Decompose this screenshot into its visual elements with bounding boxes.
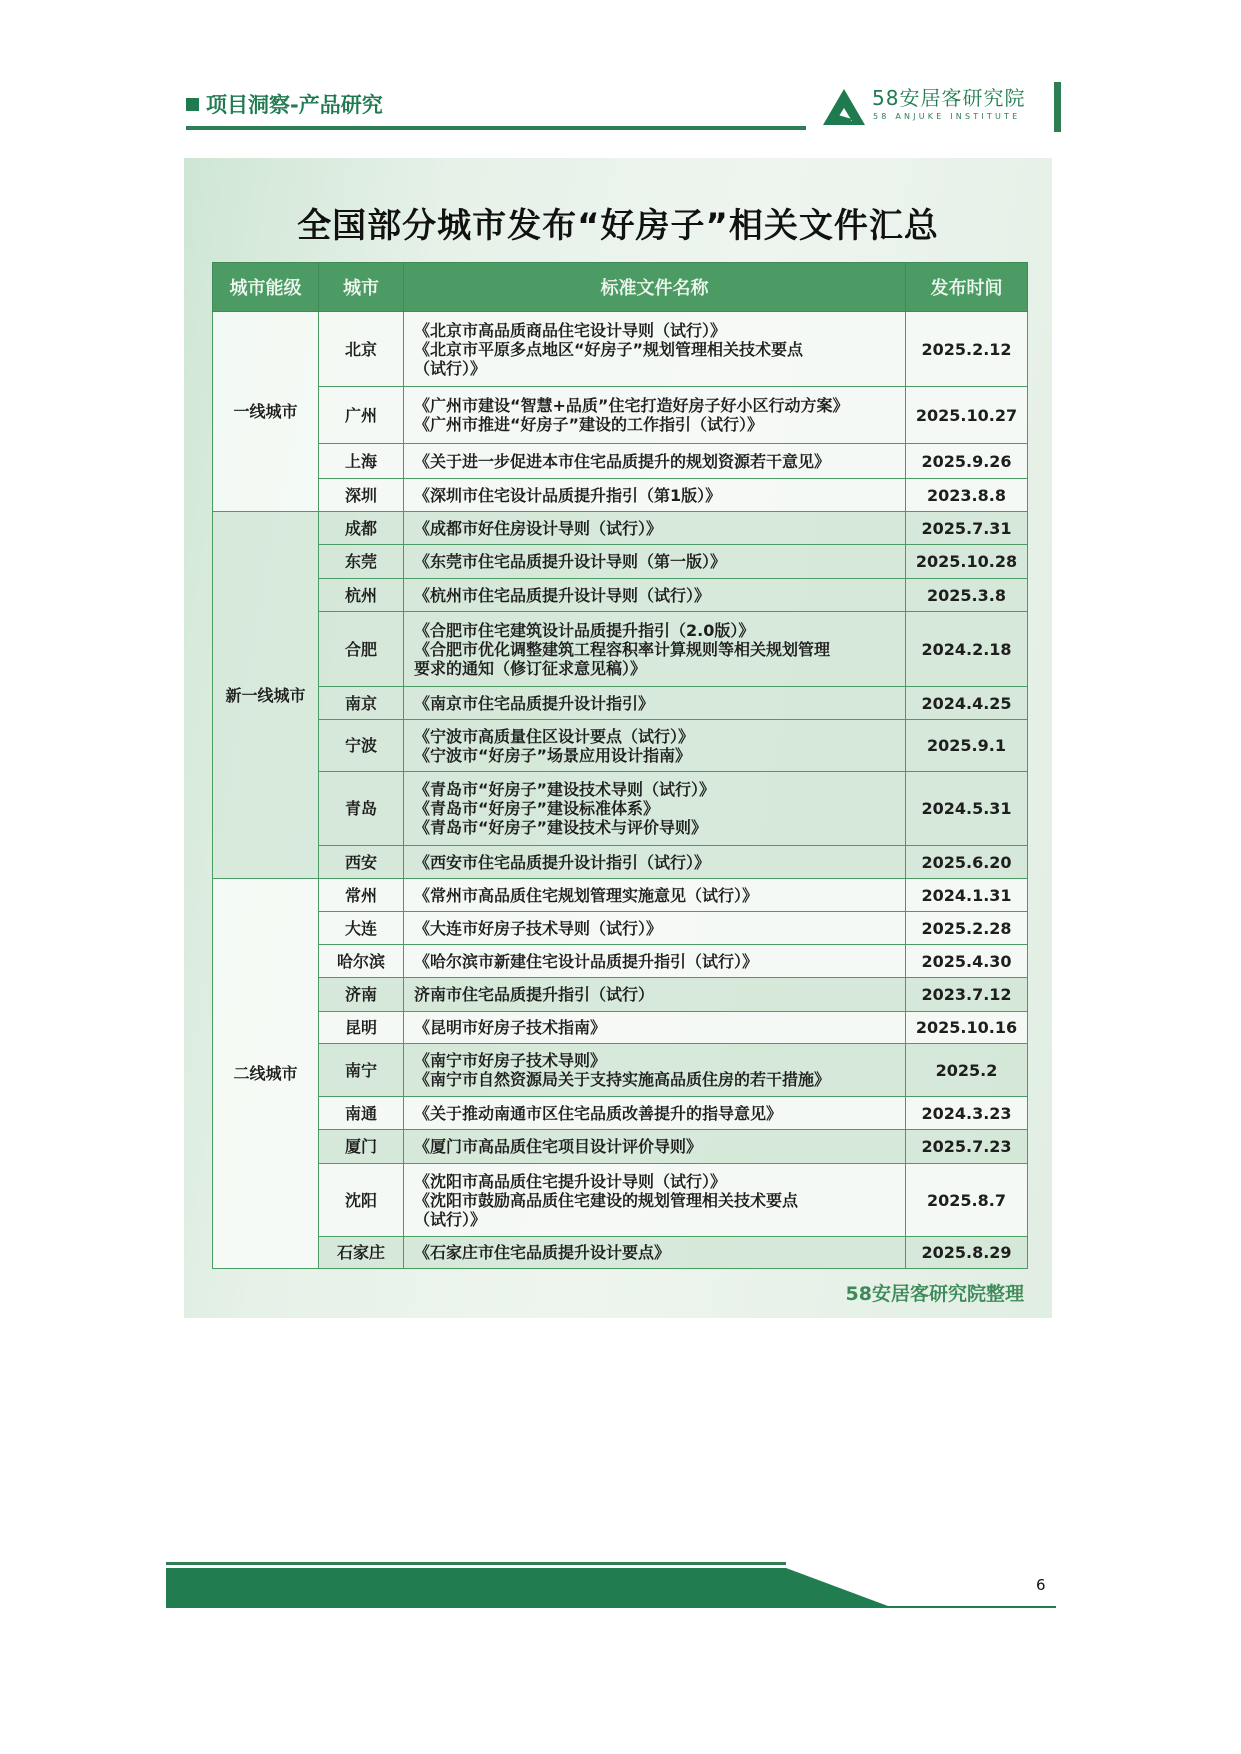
document-cell [404,1164,906,1237]
table-row [213,1044,1028,1097]
section-title: 项目洞察-产品研究 [206,93,383,117]
date-cell: 2025.10.27 [906,387,1028,444]
table-row [213,312,1028,387]
document-cell [404,912,906,945]
table-row [213,387,1028,444]
date-cell: 2023.8.8 [906,479,1028,512]
document-name: 《关于进一步促进本市住宅品质提升的规划资源若干意见》 [414,451,831,471]
header-underline [186,126,806,130]
table-header-row [213,263,1028,312]
date-cell: 2024.5.31 [906,772,1028,846]
document-name: 《关于推动南通市区住宅品质改善提升的指导意见》 [414,1103,783,1123]
summary-panel [184,158,1052,1318]
date-cell: 2024.1.31 [906,879,1028,912]
date-cell: 2025.8.7 [906,1164,1028,1237]
table-row [213,846,1028,879]
panel-title: 全国部分城市发布“好房子”相关文件汇总 [297,206,939,246]
document-name: （试行）》 [414,1209,487,1229]
table-row [213,978,1028,1012]
document-cell [404,1044,906,1097]
document-name: 《沈阳市高品质住宅提升设计导则（试行）》 [414,1171,727,1191]
document-name: （试行）》 [414,358,487,378]
city-cell: 杭州 [319,579,404,612]
document-name: 《广州市推进“好房子”建设的工作指引（试行）》 [414,415,764,434]
date-cell: 2024.2.18 [906,612,1028,687]
source-caption: 58安居客研究院整理 [845,1283,1024,1305]
city-cell: 北京 [319,312,404,387]
date-cell: 2025.7.23 [906,1130,1028,1164]
col-header-city: 城市 [319,263,404,312]
date-cell: 2025.7.31 [906,512,1028,545]
document-name: 《常州市高品质住宅规划管理实施意见（试行）》 [414,885,759,905]
city-cell: 青岛 [319,772,404,846]
city-cell: 大连 [319,912,404,945]
document-cell [404,1130,906,1164]
city-cell: 广州 [319,387,404,444]
date-cell: 2025.3.8 [906,579,1028,612]
document-cell [404,579,906,612]
tier-cell: 一线城市 [213,312,319,512]
date-cell: 2025.9.1 [906,720,1028,772]
footer-band [166,1568,1056,1608]
date-cell: 2025.9.26 [906,444,1028,479]
anjuke-logo [822,86,1042,132]
city-cell: 南宁 [319,1044,404,1097]
city-cell: 昆明 [319,1012,404,1044]
document-name: 《合肥市优化调整建筑工程容积率计算规则等相关规划管理 [414,639,831,659]
document-cell [404,945,906,978]
table-row [213,1012,1028,1044]
logo-text-cn: 58安居客研究院 [872,86,1026,110]
col-header-date: 发布时间 [906,263,1028,312]
logo-text-en: 58 ANJUKE INSTITUTE [873,112,1021,121]
date-cell: 2025.2.12 [906,312,1028,387]
col-header-tier: 城市能级 [213,263,319,312]
table-row [213,444,1028,479]
date-cell: 2025.2.28 [906,912,1028,945]
table-row [213,1097,1028,1130]
footer-line [166,1562,786,1565]
date-cell: 2024.3.23 [906,1097,1028,1130]
table-row [213,879,1028,912]
city-cell: 合肥 [319,612,404,687]
tier-cell: 二线城市 [213,879,319,1269]
table-row [213,945,1028,978]
city-cell: 西安 [319,846,404,879]
city-cell: 沈阳 [319,1164,404,1237]
document-name: 《宁波市“好房子”场景应用设计指南》 [414,745,692,765]
table-row [213,479,1028,512]
date-cell: 2025.8.29 [906,1237,1028,1269]
document-name: 《南京市住宅品质提升设计指引》 [414,693,655,713]
document-cell [404,479,906,512]
document-name: 《大连市好房子技术导则（试行）》 [414,918,663,938]
table-row [213,612,1028,687]
document-cell [404,545,906,579]
document-name: 要求的通知（修订征求意见稿）》 [414,658,647,678]
document-cell [404,1012,906,1044]
document-name: 《合肥市住宅建筑设计品质提升指引（2.0版）》 [414,620,755,640]
document-name: 《成都市好住房设计导则（试行）》 [414,518,663,538]
col-header-document: 标准文件名称 [404,263,906,312]
document-name: 《宁波市高质量住区设计要点（试行）》 [414,726,695,746]
page-number: 6 [1036,1576,1046,1594]
table-row [213,579,1028,612]
city-cell: 东莞 [319,545,404,579]
documents-table [212,262,1028,1269]
city-cell: 上海 [319,444,404,479]
date-cell: 2025.10.28 [906,545,1028,579]
city-cell: 宁波 [319,720,404,772]
table-body [213,312,1028,1269]
document-cell [404,879,906,912]
date-cell: 2024.4.25 [906,687,1028,720]
document-name: 《石家庄市住宅品质提升设计要点》 [414,1243,671,1262]
document-name: 《青岛市“好房子”建设标准体系》 [414,799,660,818]
document-name: 《东莞市住宅品质提升设计导则（第一版）》 [414,552,727,571]
document-cell [404,978,906,1012]
document-cell [404,387,906,444]
table-row [213,772,1028,846]
city-cell: 石家庄 [319,1237,404,1269]
table-row [213,512,1028,545]
document-name: 《青岛市“好房子”建设技术与评价导则》 [414,818,708,837]
date-cell: 2025.6.20 [906,846,1028,879]
document-name: 《北京市平原多点地区“好房子”规划管理相关技术要点 [414,339,804,359]
document-cell [404,1237,906,1269]
table-row [213,687,1028,720]
city-cell: 深圳 [319,479,404,512]
city-cell: 哈尔滨 [319,945,404,978]
table-row [213,545,1028,579]
document-cell [404,512,906,545]
city-cell: 南通 [319,1097,404,1130]
document-cell [404,772,906,846]
document-cell [404,312,906,387]
document-cell [404,720,906,772]
document-name: 济南市住宅品质提升指引（试行） [414,985,655,1004]
section-square-icon [186,98,199,111]
document-name: 《深圳市住宅设计品质提升指引（第1版）》 [414,485,722,505]
document-name: 《杭州市住宅品质提升设计导则（试行）》 [414,585,711,605]
city-cell: 济南 [319,978,404,1012]
anjuke-triangle-icon [822,88,866,126]
document-name: 《哈尔滨市新建住宅设计品质提升指引（试行）》 [414,951,759,971]
document-cell [404,1097,906,1130]
table-row [213,1237,1028,1269]
city-cell: 成都 [319,512,404,545]
date-cell: 2025.10.16 [906,1012,1028,1044]
date-cell: 2025.2 [906,1044,1028,1097]
table-row [213,1164,1028,1237]
document-name: 《北京市高品质商品住宅设计导则（试行）》 [414,320,727,340]
date-cell: 2023.7.12 [906,978,1028,1012]
document-name: 《南宁市自然资源局关于支持实施高品质住房的若干措施》 [414,1070,831,1089]
table-row [213,912,1028,945]
document-name: 《昆明市好房子技术指南》 [414,1018,607,1037]
document-name: 《南宁市好房子技术导则》 [414,1051,607,1070]
header-vertical-bar [1054,82,1061,132]
city-cell: 南京 [319,687,404,720]
table-row [213,720,1028,772]
city-cell: 厦门 [319,1130,404,1164]
document-name: 《广州市建设“智慧+品质”住宅打造好房子好小区行动方案》 [414,396,849,415]
tier-cell: 新一线城市 [213,512,319,879]
document-name: 《青岛市“好房子”建设技术导则（试行）》 [414,780,716,799]
table-row [213,1130,1028,1164]
city-cell: 常州 [319,879,404,912]
document-name: 《西安市住宅品质提升设计指引（试行）》 [414,852,711,872]
document-cell [404,444,906,479]
date-cell: 2025.4.30 [906,945,1028,978]
document-name: 《厦门市高品质住宅项目设计评价导则》 [414,1137,703,1156]
document-cell [404,612,906,687]
document-cell [404,846,906,879]
document-cell [404,687,906,720]
document-name: 《沈阳市鼓励高品质住宅建设的规划管理相关技术要点 [414,1190,799,1210]
